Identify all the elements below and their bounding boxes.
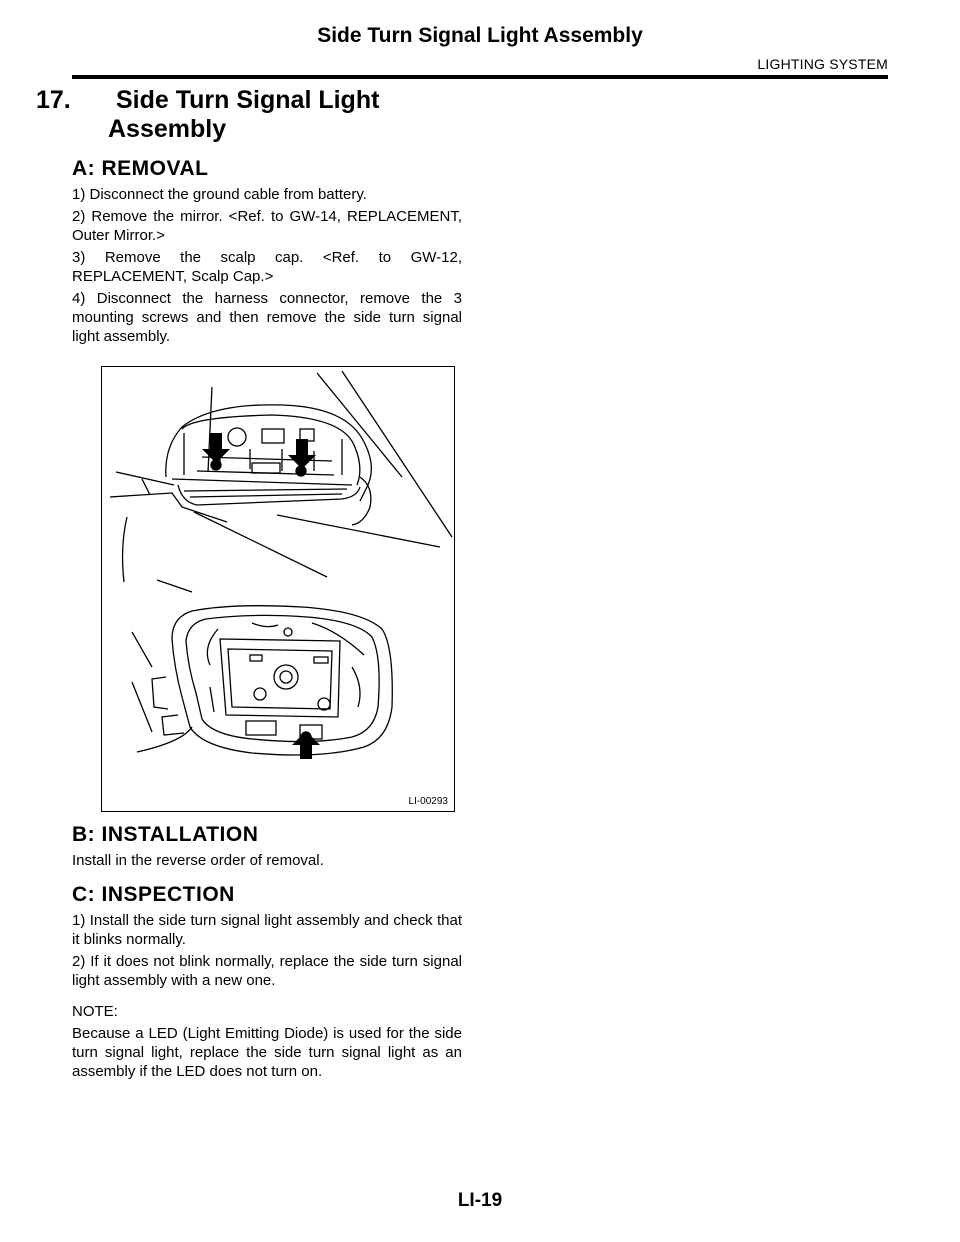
removal-illustration (101, 366, 455, 812)
removal-heading: A: REMOVAL (72, 157, 209, 180)
installation-heading: B: INSTALLATION (72, 823, 259, 846)
removal-step: 3) Remove the scalp cap. <Ref. to GW-12, REPLACEMENT, Scalp Cap.> (72, 249, 462, 285)
section-label: LIGHTING SYSTEM (757, 56, 888, 72)
section-title: Side Turn Signal Light Assembly (108, 86, 380, 143)
removal-step: 2) Remove the mirror. <Ref. to GW-14, REPLACEMENT, Outer Mirror.> (72, 208, 462, 244)
inspection-heading: C: INSPECTION (72, 883, 235, 906)
installation-text: Install in the reverse order of removal. (72, 852, 324, 869)
page-header-title: Side Turn Signal Light Assembly (317, 24, 643, 47)
removal-step: 4) Disconnect the harness connector, remove the 3 mounting screws and then remove the side turn signal light assembly. (72, 290, 462, 345)
note-label: NOTE: (72, 1003, 118, 1020)
mirror-diagram-illustration (102, 367, 454, 811)
content-column (36, 86, 462, 1084)
figure-code: LI-00293 (408, 796, 448, 807)
page-number: LI-19 (457, 1190, 503, 1211)
section-number: 17. (36, 86, 71, 114)
header-divider (72, 75, 888, 79)
inspection-step: 2) If it does not blink normally, replace the side turn signal light assembly with a new one. (72, 953, 462, 989)
inspection-step: 1) Install the side turn signal light assembly and check that it blinks normally. (72, 912, 462, 948)
note-text: Because a LED (Light Emitting Diode) is used for the side turn signal light, replace the side turn signal light as an assembly if the LED does not turn on. (72, 1025, 462, 1080)
section-heading (36, 86, 462, 144)
removal-step: 1) Disconnect the ground cable from battery. (72, 186, 367, 203)
